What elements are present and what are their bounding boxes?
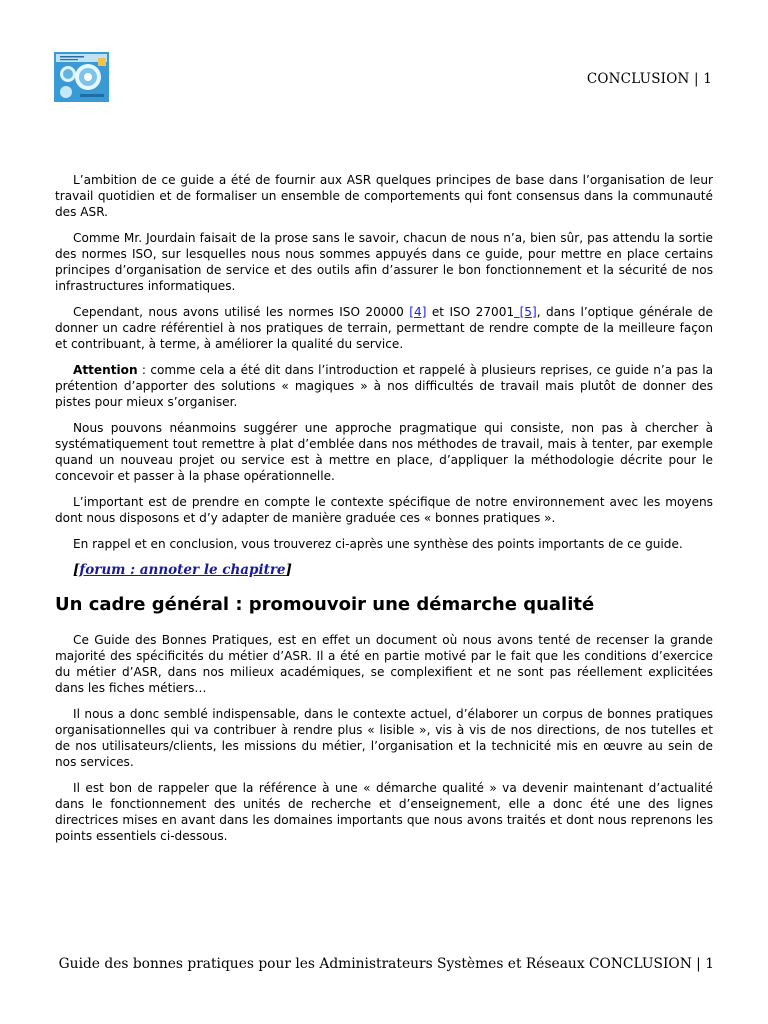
paragraph-attention xyxy=(55,362,713,410)
guide-cover-icon xyxy=(54,52,109,102)
paragraph-quality-approach: Il est bon de rappeler que la référence à une « démarche qualité » va devenir maintenant d’actualité dans le fonctionnement des unités de recherche et d’enseignement, elle a donc été une des lignes directrices mises en avant dans les domaines importants que nous avons traités et dont nous reprenons les points essentiels ci-dessous. xyxy=(55,781,713,843)
paragraph-guide-description: Ce Guide des Bonnes Pratiques, est en effet un document où nous avons tenté de recenser la grande majorité des spécificités du métier d’ASR. Il a été en partie motivé par le fait que les conditions d’exercice du métier d’ASR, dans nos milieux académiques, se complexifient et ne sont pas réellement explicitées dans les fiches métiers… xyxy=(55,633,713,695)
forum-bracket-open: [ xyxy=(73,562,80,578)
reference-link-5[interactable]: [5] xyxy=(514,305,537,319)
paragraph-synthesis: En rappel et en conclusion, vous trouverez ci-après une synthèse des points importants de ce guide. xyxy=(73,537,683,551)
iso-text-before: Cependant, nous avons utilisé les normes ISO 20000 xyxy=(73,305,410,319)
section-heading-quality: Un cadre général : promouvoir une démarche qualité xyxy=(55,594,595,615)
paragraph-iso-norms xyxy=(55,304,713,352)
forum-bracket-close: ] xyxy=(285,562,292,578)
guide-cover-logo xyxy=(54,52,109,102)
page-header-title: CONCLUSION | 1 xyxy=(586,71,712,87)
iso-text-after: , dans l’optique générale de donner un cadre référentiel à nos pratiques de terrain, permettant de rendre compte de la meilleure façon et contribuant, à terme, à améliorer la qualité du service. xyxy=(55,305,713,351)
paragraph-pragmatic-approach: Nous pouvons néanmoins suggérer une approche pragmatique qui consiste, non pas à chercher à systématiquement tout remettre à plat d’emblée dans nos méthodes de travail, mais à tenter, par exemple quand un nouveau projet ou service est à mettre en place, d’appliquer la méthodologie décrite pour le concevoir et passer à la phase opérationnelle. xyxy=(55,421,713,483)
forum-annotation xyxy=(73,562,713,578)
paragraph-ambition: L’ambition de ce guide a été de fournir aux ASR quelques principes de base dans l’organisation de leur travail quotidien et de formaliser un ensemble de comportements qui font consensus dans la communauté des ASR. xyxy=(55,173,713,219)
page-footer: Guide des bonnes pratiques pour les Administrateurs Systèmes et Réseaux CONCLUSION | 1 xyxy=(58,956,714,972)
iso-text-middle: et ISO 27001 xyxy=(426,305,515,319)
attention-text: : comme cela a été dit dans l’introduction et rappelé à plusieurs reprises, ce guide n’a pas la prétention d’apporter des solutions « magiques » à nos difficultés de travail mais plutôt de donner des pistes pour mieux s’organiser. xyxy=(55,363,713,409)
paragraph-jourdain: Comme Mr. Jourdain faisait de la prose sans le savoir, chacun de nous n’a, bien sûr, pas attendu la sortie des normes ISO, sur lesquelles nous nous sommes appuyés dans ce guide, pour mettre en place certains principes d’organisation de service et des outils afin d’assurer le bon fonctionnement et la sécurité de nos infrastructures informatiques. xyxy=(55,231,713,293)
paragraph-context: L’important est de prendre en compte le contexte spécifique de notre environnement avec les moyens dont nous disposons et d’y adapter de manière graduée ces « bonnes pratiques ». xyxy=(55,495,713,525)
reference-link-4[interactable]: [4] xyxy=(409,305,427,319)
forum-annotate-link[interactable]: forum : annoter le chapitre xyxy=(79,562,286,578)
attention-label: Attention xyxy=(73,363,138,377)
document-body xyxy=(55,172,713,854)
paragraph-corpus: Il nous a donc semblé indispensable, dans le contexte actuel, d’élaborer un corpus de bonnes pratiques organisationnelles qui va contribuer à rendre plus « lisible », vis à vis de nos directions, de nos tutelles et de nos utilisateurs/clients, les missions du métier, l’organisation et la technicité mis en œuvre au sein de nos services. xyxy=(55,707,713,769)
